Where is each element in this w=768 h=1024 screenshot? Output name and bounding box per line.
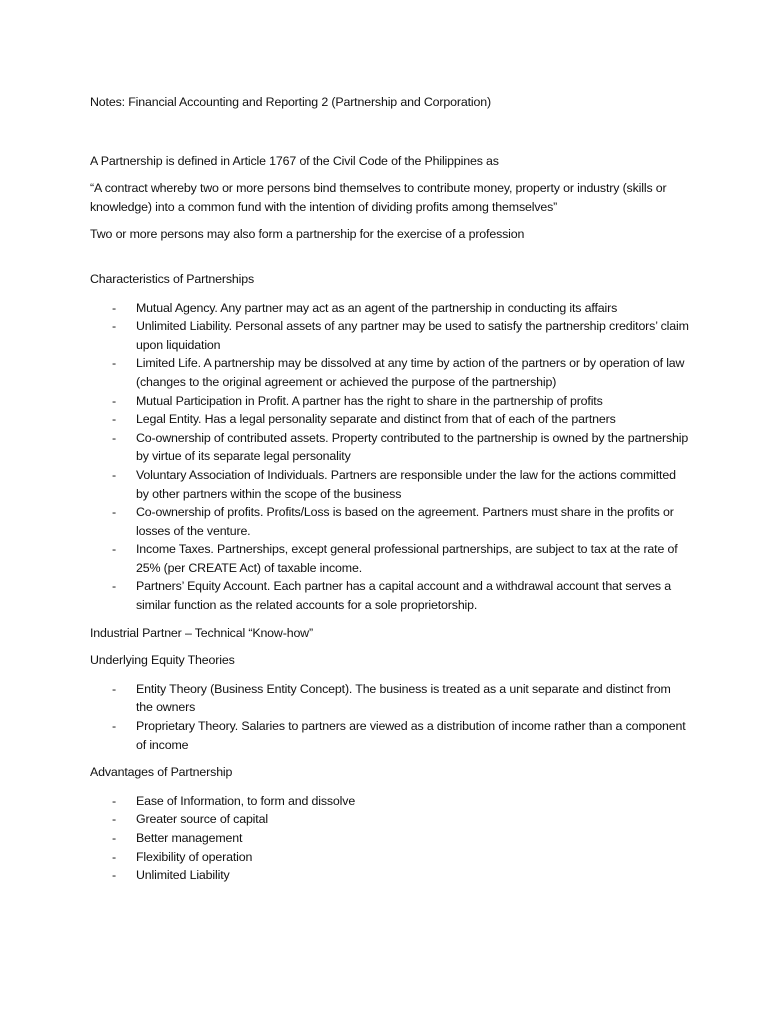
equity-theories-list	[90, 680, 690, 754]
list-item-text: Mutual Agency. Any partner may act as an agent of the partnership in conducting its affairs	[136, 300, 618, 315]
list-item	[90, 848, 690, 867]
advantages-heading: Advantages of Partnership	[90, 765, 233, 780]
list-item	[90, 866, 690, 885]
definition-intro: A Partnership is defined in Article 1767 of the Civil Code of the Philippines as	[90, 153, 499, 168]
list-item	[90, 540, 690, 577]
list-item-text: Income Taxes. Partnerships, except general professional partnerships, are subject to tax at the rate of 25% (per CREATE Act) of taxable income.	[136, 542, 678, 575]
list-item-text: Ease of Information, to form and dissolve	[136, 793, 356, 808]
list-item-text: Legal Entity. Has a legal personality separate and distinct from that of each of the partners	[136, 412, 616, 427]
list-item	[90, 410, 690, 429]
bullet-dash: -	[112, 467, 116, 482]
list-item	[90, 503, 690, 540]
bullet-dash: -	[112, 319, 116, 334]
list-item	[90, 792, 690, 811]
bullet-dash: -	[112, 430, 116, 445]
bullet-dash: -	[112, 412, 116, 427]
bullet-dash: -	[112, 793, 116, 808]
bullet-dash: -	[112, 505, 116, 520]
document-title: Notes: Financial Accounting and Reporting 2 (Partnership and Corporation)	[90, 95, 491, 109]
list-item	[90, 577, 690, 614]
profession-note: Two or more persons may also form a partnership for the exercise of a profession	[90, 227, 525, 242]
list-item	[90, 392, 690, 411]
list-item	[90, 829, 690, 848]
list-item	[90, 810, 690, 829]
list-item-text: Mutual Participation in Profit. A partner has the right to share in the partnership of profits	[136, 393, 603, 408]
bullet-dash: -	[112, 831, 116, 845]
characteristics-list	[90, 299, 690, 615]
list-item-text: Voluntary Association of Individuals. Partners are responsible under the law for the actions committed by other partners within the scope of the business	[136, 467, 676, 501]
list-item-text: Limited Life. A partnership may be dissolved at any time by action of the partners or by operation of law (changes to the original agreement or achieved the purpose of the partnership)	[136, 356, 685, 389]
definition-quote: “A contract whereby two or more persons bind themselves to contribute money, property or industry (skills or knowledge) into a common fund with the intention of dividing profits among themselves”	[90, 181, 667, 214]
bullet-dash: -	[112, 812, 116, 827]
bullet-dash: -	[112, 393, 116, 408]
characteristics-heading: Characteristics of Partnerships	[90, 271, 255, 286]
list-item-text: Proprietary Theory. Salaries to partners are viewed as a distribution of income rather than a component of income	[136, 719, 686, 752]
bullet-dash: -	[112, 300, 116, 315]
equity-theories-heading: Underlying Equity Theories	[90, 653, 235, 668]
list-item	[90, 299, 690, 318]
list-item	[90, 317, 690, 354]
list-item-text: Unlimited Liability. Personal assets of any partner may be used to satisfy the partnership creditors’ claim upon liquidation	[136, 319, 689, 352]
list-item-text: Flexibility of operation	[136, 849, 253, 864]
list-item	[90, 429, 690, 466]
list-item	[90, 717, 690, 754]
document-body	[90, 93, 690, 894]
bullet-dash: -	[112, 542, 116, 557]
bullet-dash: -	[112, 868, 116, 883]
industrial-partner-note: Industrial Partner – Technical “Know-how”	[90, 625, 313, 640]
list-item-text: Partners’ Equity Account. Each partner has a capital account and a withdrawal account that serves a similar function as the related accounts for a sole proprietorship.	[136, 579, 672, 613]
list-item-text: Co-ownership of profits. Profits/Loss is based on the agreement. Partners must share in the profits or losses of the venture.	[136, 505, 674, 538]
bullet-dash: -	[112, 681, 116, 696]
bullet-dash: -	[112, 579, 116, 594]
list-item-text: Entity Theory (Business Entity Concept). The business is treated as a unit separate and distinct from the owners	[136, 681, 671, 715]
list-item-text: Co-ownership of contributed assets. Property contributed to the partnership is owned by the partnership by virtue of its separate legal personality	[136, 430, 689, 464]
bullet-dash: -	[112, 356, 116, 371]
bullet-dash: -	[112, 719, 116, 734]
list-item-text: Better management	[136, 831, 243, 845]
list-item-text: Unlimited Liability	[136, 868, 230, 883]
bullet-dash: -	[112, 849, 116, 864]
list-item-text: Greater source of capital	[136, 812, 268, 827]
list-item	[90, 466, 690, 503]
advantages-list	[90, 792, 690, 885]
list-item	[90, 680, 690, 717]
list-item	[90, 354, 690, 391]
